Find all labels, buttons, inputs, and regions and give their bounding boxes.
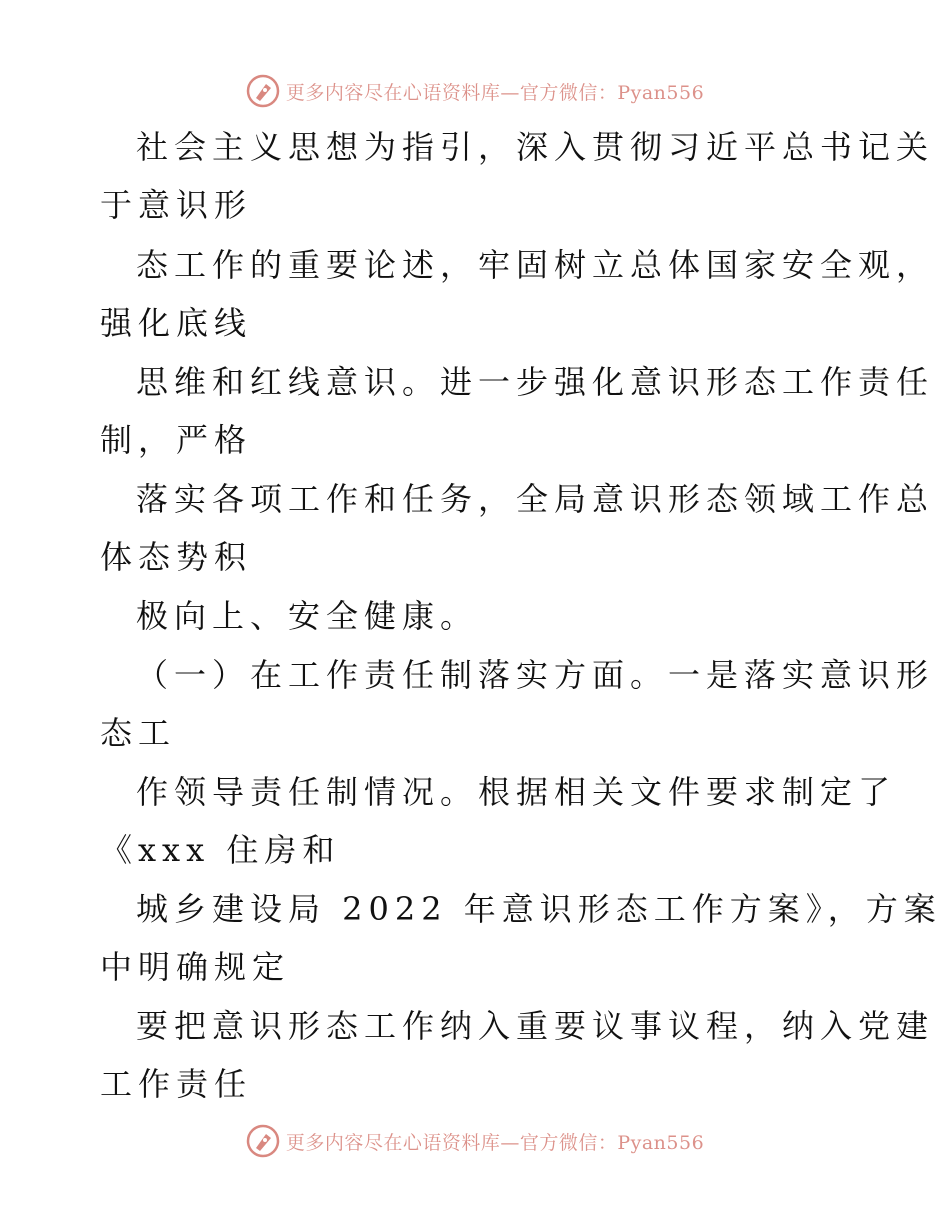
text-line: 于意识形 xyxy=(100,186,253,224)
text-line: 工作责任 xyxy=(100,1065,253,1103)
text-line: 态工作的重要论述，牢固树立总体国家安全观， xyxy=(136,246,935,284)
text-line: 制，严格 xyxy=(100,421,253,459)
watermark-text: 更多内容尽在心语资料库—官方微信：Pyan556 xyxy=(285,1131,705,1154)
text-line: 强化底线 xyxy=(100,304,253,342)
text-line: 要把意识形态工作纳入重要议事议程，纳入党建 xyxy=(136,1007,935,1045)
text-line: 落实各项工作和任务，全局意识形态领域工作总 xyxy=(136,480,935,518)
pen-nib-logo-icon xyxy=(246,74,280,108)
text-line: （一）在工作责任制落实方面。一是落实意识形 xyxy=(136,656,935,694)
text-line: 思维和红线意识。进一步强化意识形态工作责任 xyxy=(136,363,935,401)
text-line: 体态势积 xyxy=(100,538,253,576)
text-line: 《xxx 住房和 xyxy=(100,831,341,869)
text-line: 作领导责任制情况。根据相关文件要求制定了 xyxy=(136,773,897,811)
watermark-text: 更多内容尽在心语资料库—官方微信：Pyan556 xyxy=(285,81,705,104)
text-line: 态工 xyxy=(100,714,177,752)
pen-nib-logo-icon xyxy=(246,1124,280,1158)
header-watermark xyxy=(0,71,950,111)
text-line: 极向上、安全健康。 xyxy=(136,597,479,635)
footer-watermark xyxy=(0,1121,950,1161)
text-line: 中明确规定 xyxy=(100,948,291,986)
text-line: 社会主义思想为指引，深入贯彻习近平总书记关 xyxy=(136,128,935,166)
text-line: 城乡建设局 2022 年意识形态工作方案》，方案 xyxy=(136,890,942,928)
